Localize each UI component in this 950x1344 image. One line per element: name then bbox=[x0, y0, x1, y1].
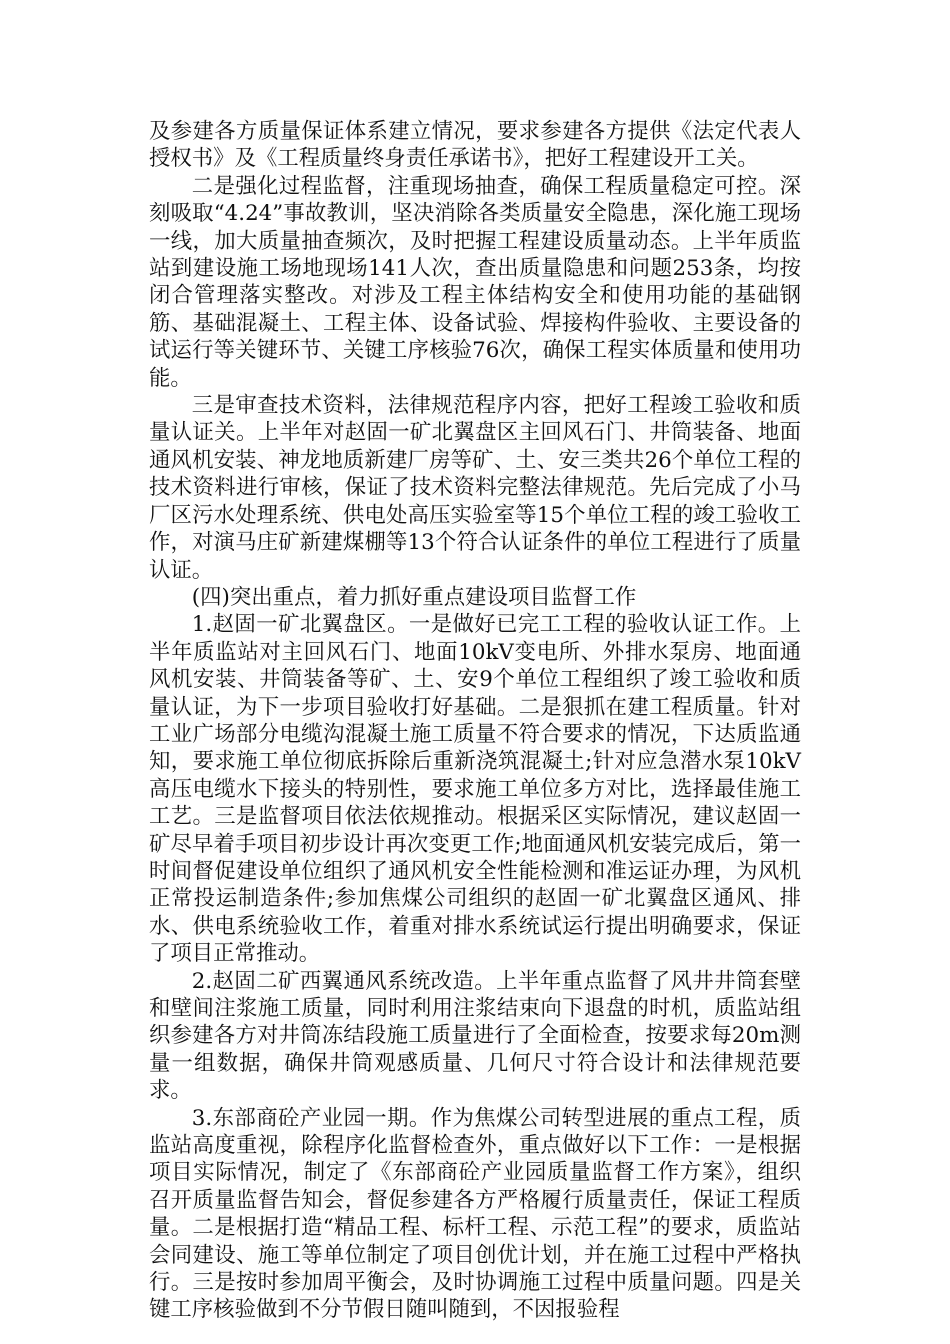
section-heading-4: (四)突出重点，着力抓好重点建设项目监督工作 bbox=[191, 584, 637, 610]
paragraph-5: 1.赵固一矿北翼盘区。一是做好已完工工程的验收认证工作。上半年质监站对主回风石门、地面10kV变电所、外排水泵房、地面通风机安装、井筒装备等矿、土、安9个单位工程组织了竣工验收和质量认证，为下一步项目验收打好基础。二是狠抓在建工程质量。针对工业广场部分电缆沟混凝土施工质量不符合要求的情况，下达质监通知，要求施工单位彻底拆除后重新浇筑混凝土;针对应急潜水泵10kV高压电缆水下接头的特别性，要求施工单位多方对比，选择最佳施工工艺。三是监督项目依法依规推动。根据采区实际情况，建议赵固一矿尽早着手项目初步设计再次变更工作;地面通风机安装完成后，第一时间督促建设单位组织了通风机安全性能检测和准运证办理，为风机正常投运制造条件;参加焦煤公司组织的赵固一矿北翼盘区通风、排水、供电系统验收工作，着重对排水系统试运行提出明确要求，保证了项目正常推动。 bbox=[149, 612, 801, 967]
paragraph-1: 及参建各方质量保证体系建立情况，要求参建各方提供《法定代表人授权书》及《工程质量终身责任承诺书》，把好工程建设开工关。 bbox=[149, 119, 801, 172]
paragraph-6: 2.赵固二矿西翼通风系统改造。上半年重点监督了风井井筒套壁和壁间注浆施工质量，同时利用注浆结束向下退盘的时机，质监站组织参建各方对井筒冻结段施工质量进行了全面检查，按要求每20m测量一组数据，确保井筒观感质量、几何尺寸符合设计和法律规范要求。 bbox=[149, 968, 801, 1104]
paragraph-7: 3.东部商砼产业园一期。作为焦煤公司转型进展的重点工程，质监站高度重视，除程序化监督检查外，重点做好以下工作：一是根据项目实际情况，制定了《东部商砼产业园质量监督工作方案》，组织召开质量监督告知会，督促参建各方严格履行质量责任，保证工程质量。二是根据打造“精品工程、标杆工程、示范工程”的要求，质监站会同建设、施工等单位制定了项目创优计划，并在施工过程中严格执行。三是按时参加周平衡会，及时协调施工过程中质量问题。四是关键工序核验做到不分节假日随叫随到，不因报验程 bbox=[149, 1105, 801, 1323]
paragraph-2: 二是强化过程监督，注重现场抽查，确保工程质量稳定可控。深刻吸取“4.24”事故教训，坚决消除各类质量安全隐患，深化施工现场一线，加大质量抽查频次，及时把握工程建设质量动态。上半年质监站到建设施工场地现场141人次，查出质量隐患和问题253条，均按闭合管理落实整改。对涉及工程主体结构安全和使用功能的基础钢筋、基础混凝土、工程主体、设备试验、焊接构件验收、主要设备的试运行等关键环节、关键工序核验76次，确保工程实体质量和使用功能。 bbox=[149, 173, 801, 391]
paragraph-3: 三是审查技术资料，法律规范程序内容，把好工程竣工验收和质量认证关。上半年对赵固一矿北翼盘区主回风石门、井筒装备、地面通风机安装、神龙地质新建厂房等矿、土、安三类共26个单位工程的技术资料进行审核，保证了技术资料完整法律规范。先后完成了小马厂区污水处理系统、供电处高压实验室等15个单位工程的竣工验收工作，对演马庄矿新建煤棚等13个符合认证条件的单位工程进行了质量认证。 bbox=[149, 393, 801, 583]
document-page bbox=[149, 118, 801, 1324]
